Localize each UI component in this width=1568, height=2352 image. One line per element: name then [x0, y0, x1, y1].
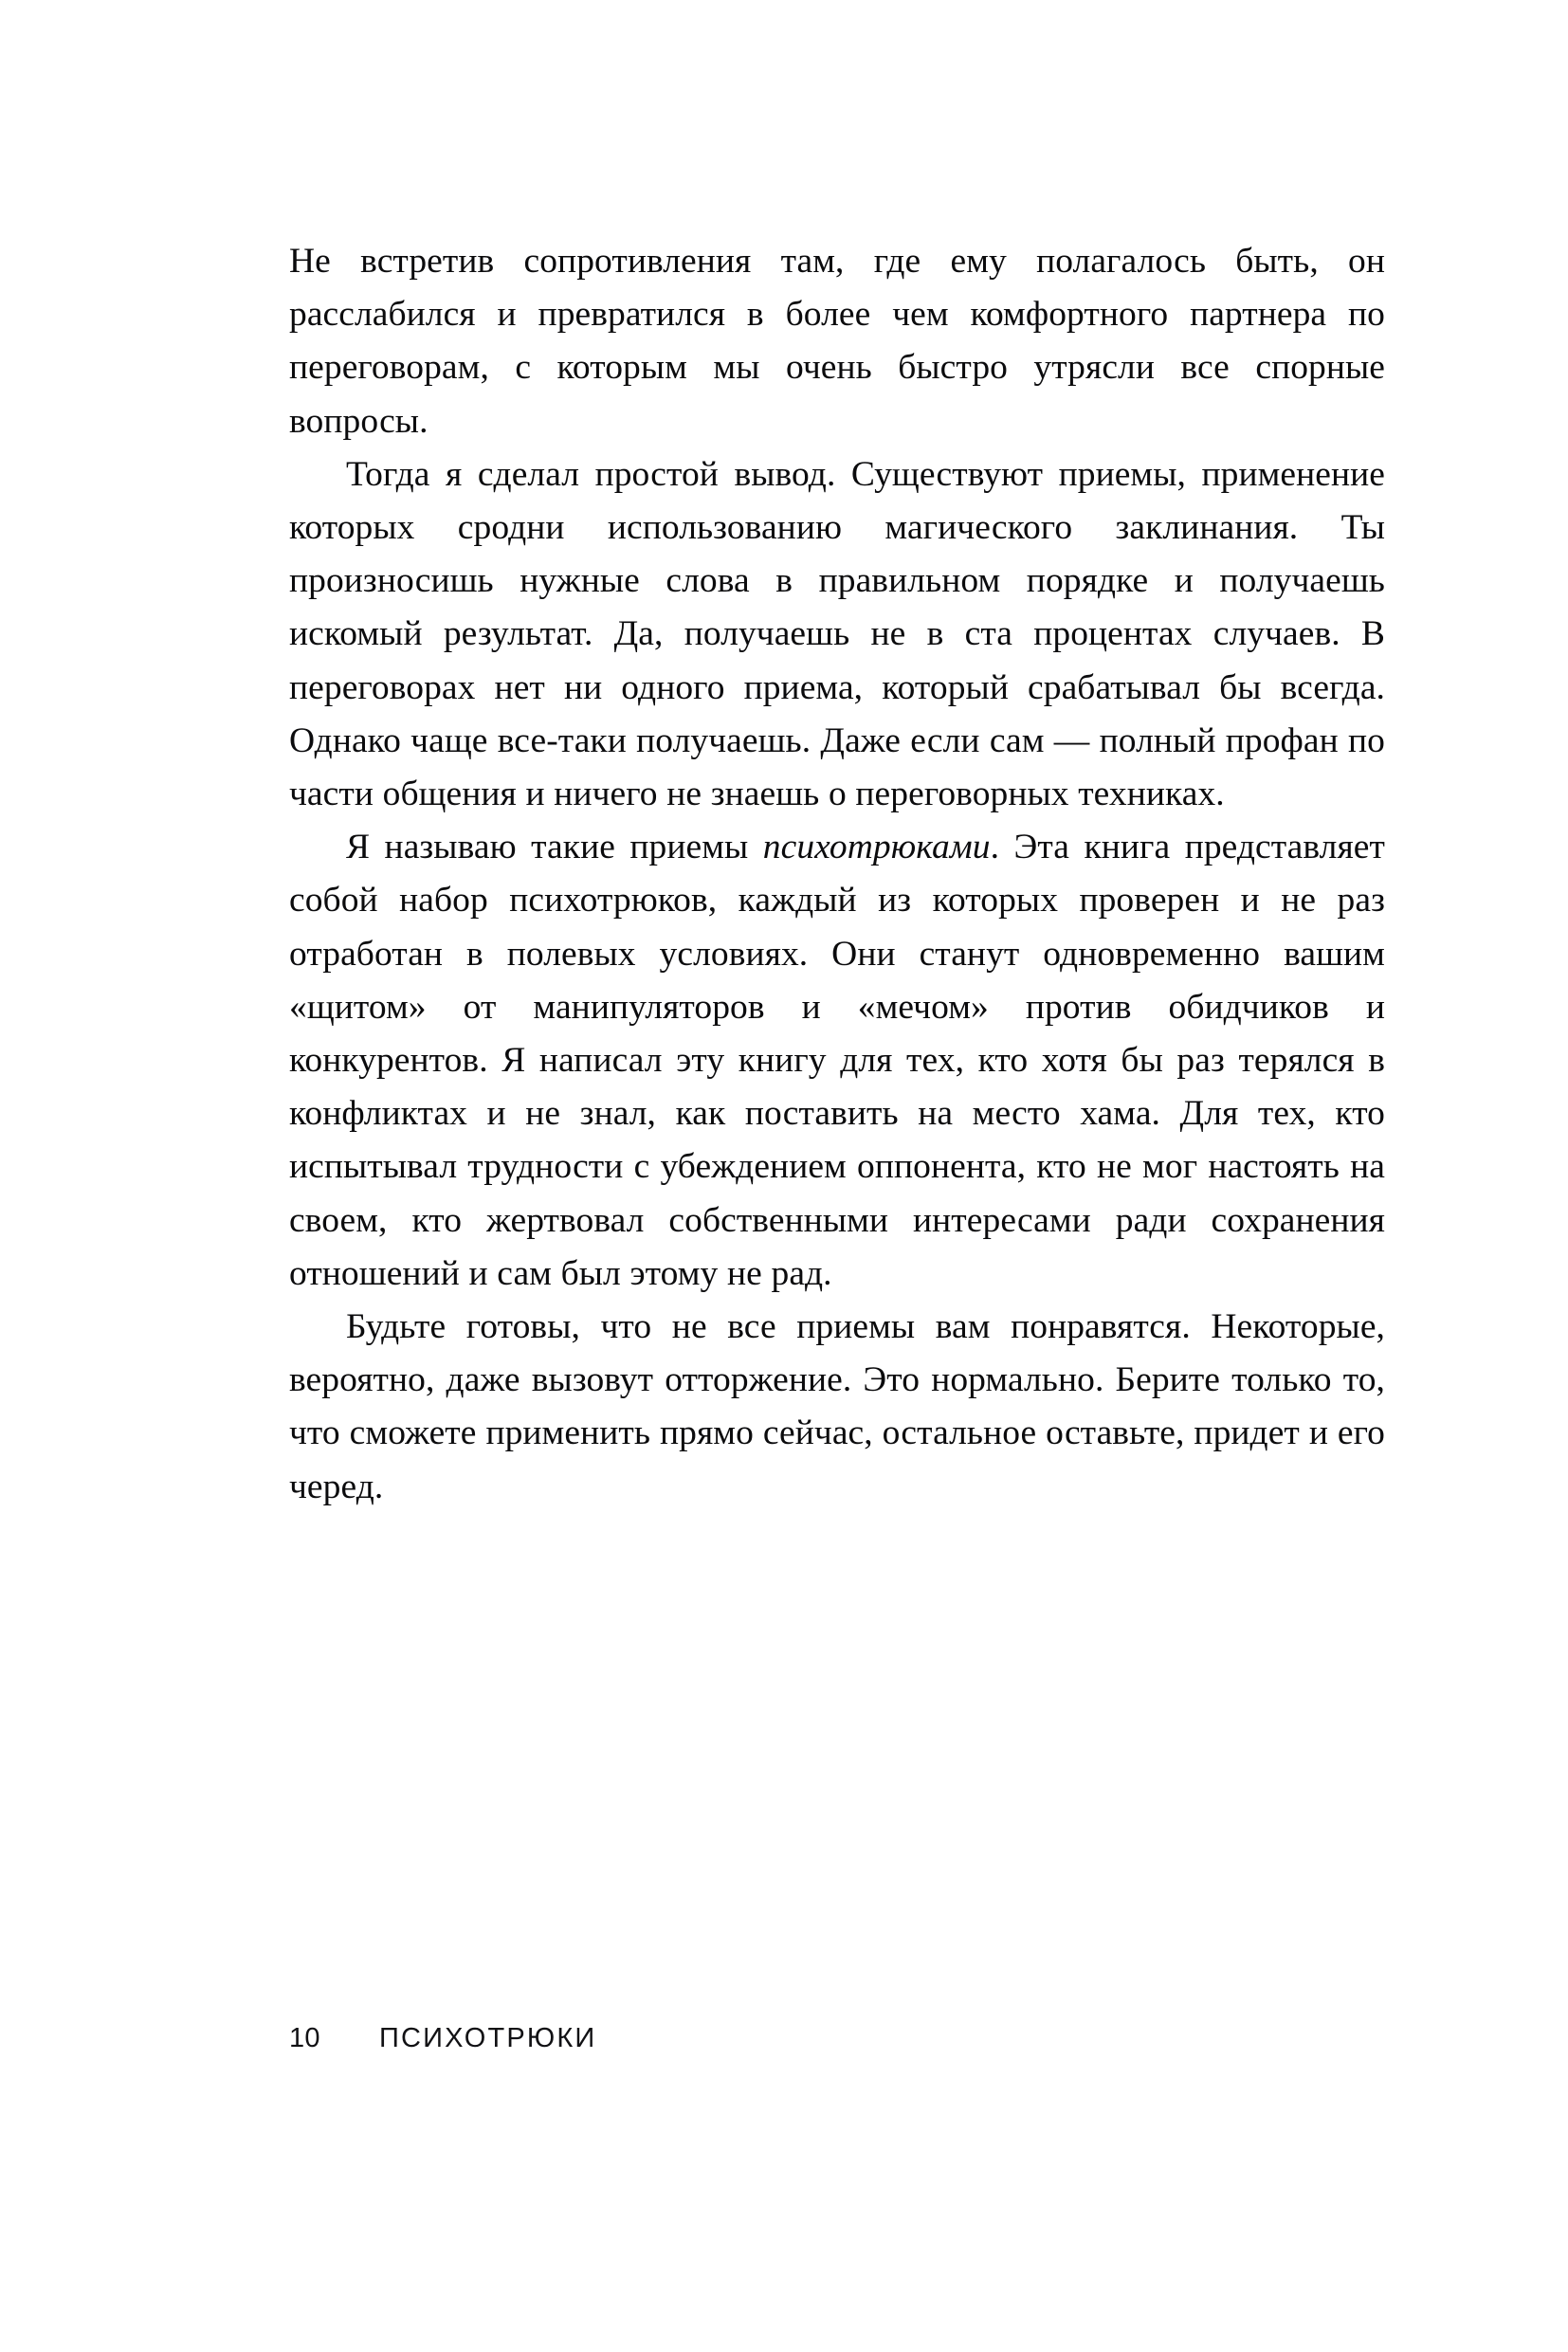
footer-page-number: 10	[289, 2023, 320, 2053]
paragraph-continuation: Не встретив сопротивления там, где ему полагалось быть, он расслабился и превратился в более чем комфортного партнера по переговорам, с которым мы очень быстро утрясли все спорные вопросы.	[289, 242, 1385, 441]
paragraph-psychotricks-lead: Я называю такие приемы	[346, 828, 763, 867]
footer-running-title: ПСИХОТРЮКИ	[379, 2023, 597, 2053]
text-column	[289, 235, 1385, 1514]
paragraph-psychotricks-rest: . Эта книга представляет собой набор психотрюков, каждый из которых проверен и не раз отработан в полевых условиях. Они станут одновременно вашим «щитом» от манипуляторов и «мечом» против обидчиков и конкурентов. Я написал эту книгу для тех, кто хотя бы раз терялся в конфликтах и не знал, как поставить на место хама. Для тех, кто испытывал трудности с убеждением оппонента, кто не мог настоять на своем, кто жертвовал собственными интересами ради сохранения отношений и сам был этому не рад.	[289, 828, 1385, 1293]
paragraph-simple-conclusion: Тогда я сделал простой вывод. Существуют приемы, применение которых сродни использованию магического заклинания. Ты произносишь нужные слова в правильном порядке и получаешь искомый результат. Да, получаешь не в ста процентах случаев. В переговорах нет ни одного приема, который срабатывал бы всегда. Однако чаще все-таки получаешь. Даже если сам — полный профан по части общения и ничего не знаешь о переговорных техниках.	[289, 454, 1385, 814]
page-footer	[289, 2023, 596, 2054]
paragraph-be-ready: Будьте готовы, что не все приемы вам понравятся. Некоторые, вероятно, даже вызовут отторжение. Это нормально. Берите только то, что сможете применить прямо сейчас, остальное оставьте, придет и его черед.	[289, 1307, 1385, 1506]
paragraph-psychotricks	[289, 821, 1385, 1301]
emphasized-term-psychotricks: психотрюками	[762, 828, 991, 867]
